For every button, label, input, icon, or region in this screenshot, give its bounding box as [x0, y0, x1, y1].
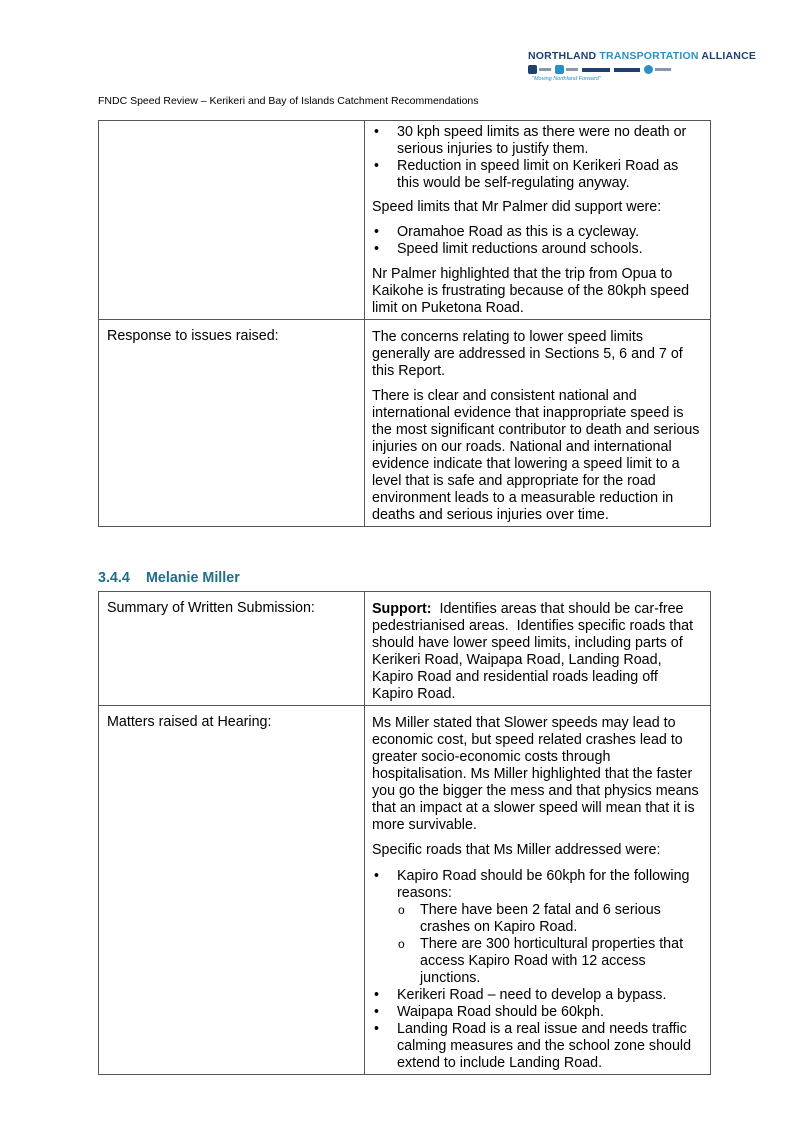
section-heading	[98, 570, 240, 586]
bullet-list	[372, 124, 702, 192]
row-label: Summary of Written Submission:	[99, 592, 365, 706]
list-item: • Kerikeri Road – need to develop a bypass.	[372, 987, 702, 1004]
sub-list-item: o There have been 2 fatal and 6 serious crashes on Kapiro Road.	[372, 902, 702, 936]
bullet-list	[372, 224, 702, 258]
row-content	[365, 121, 711, 320]
row-label-empty	[99, 121, 365, 320]
section-title: Melanie Miller	[146, 570, 240, 586]
list-item: • Reduction in speed limit on Kerikeri Road as this would be self-regulating anyway.	[372, 158, 702, 192]
paragraph: Specific roads that Ms Miller addressed were:	[372, 842, 661, 858]
logo-tagline: "Moving Northland Forward"	[532, 76, 601, 82]
list-item: • Speed limit reductions around schools.	[372, 241, 702, 258]
row-content	[365, 706, 711, 1075]
submission-table-palmer	[98, 120, 711, 527]
list-item: • Waipapa Road should be 60kph.	[372, 1004, 702, 1021]
section-number: 3.4.4	[98, 570, 130, 586]
support-label: Support:	[372, 601, 432, 617]
paragraph: Speed limits that Mr Palmer did support were:	[372, 199, 662, 215]
table-row	[99, 592, 711, 706]
list-item: • Landing Road is a real issue and needs traffic calming measures and the school zone should extend to include Landing Road.	[372, 1021, 702, 1072]
row-content	[365, 592, 711, 706]
northland-transportation-alliance-logo	[528, 50, 757, 82]
page-header: FNDC Speed Review – Kerikeri and Bay of Islands Catchment Recommendations	[98, 95, 479, 107]
sub-bullet-list	[372, 902, 702, 987]
submission-table-miller	[98, 591, 711, 1075]
paragraph: Ms Miller stated that Slower speeds may lead to economic cost, but speed related crashes lead to greater socio-economic costs through hospitalisation. Ms Miller highlighted that the faster you go the bigger the mess and that physics means that an impact at a slower speed will mean that it is more survivable.	[372, 715, 699, 833]
list-item: • 30 kph speed limits as there were no death or serious injuries to justify them.	[372, 124, 702, 158]
partner-logos	[528, 65, 708, 74]
row-label: Response to issues raised:	[99, 320, 365, 527]
row-label: Matters raised at Hearing:	[99, 706, 365, 1075]
paragraph: The concerns relating to lower speed limits generally are addressed in Sections 5, 6 and 7 of this Report.	[372, 329, 683, 379]
list-item: • Oramahoe Road as this is a cycleway.	[372, 224, 702, 241]
list-item: • Kapiro Road should be 60kph for the following reasons: o There have been 2 fatal and 6 serious crashes on Kapiro Road. o There are 300 horticultural properties that access Kapiro Road with 12 access junctions.	[372, 868, 702, 987]
logo-title: NORTHLAND TRANSPORTATION ALLIANCE	[528, 50, 757, 62]
paragraph: Support: Identifies areas that should be car-free pedestrianised areas. Identifies specific roads that should have lower speed limits, including parts of Kerikeri Road, Waipapa Road, Landing Road, Kapiro Road and residential roads leading off Kapiro Road.	[372, 601, 698, 702]
bullet-list	[372, 868, 702, 1072]
sub-list-item: o There are 300 horticultural properties that access Kapiro Road with 12 access junctions.	[372, 936, 702, 987]
row-content	[365, 320, 711, 527]
table-row	[99, 121, 711, 320]
paragraph: There is clear and consistent national and international evidence that inappropriate speed is the most significant contributor to death and serious injuries on our roads. National and international evidence indicate that lowering a speed limit to a level that is safe and appropriate for the road environment leads to a measurable reduction in deaths and serious injuries over time.	[372, 388, 700, 523]
paragraph: Nr Palmer highlighted that the trip from Opua to Kaikohe is frustrating because of the 80kph speed limit on Puketona Road.	[372, 266, 690, 316]
table-row	[99, 320, 711, 527]
table-row	[99, 706, 711, 1075]
